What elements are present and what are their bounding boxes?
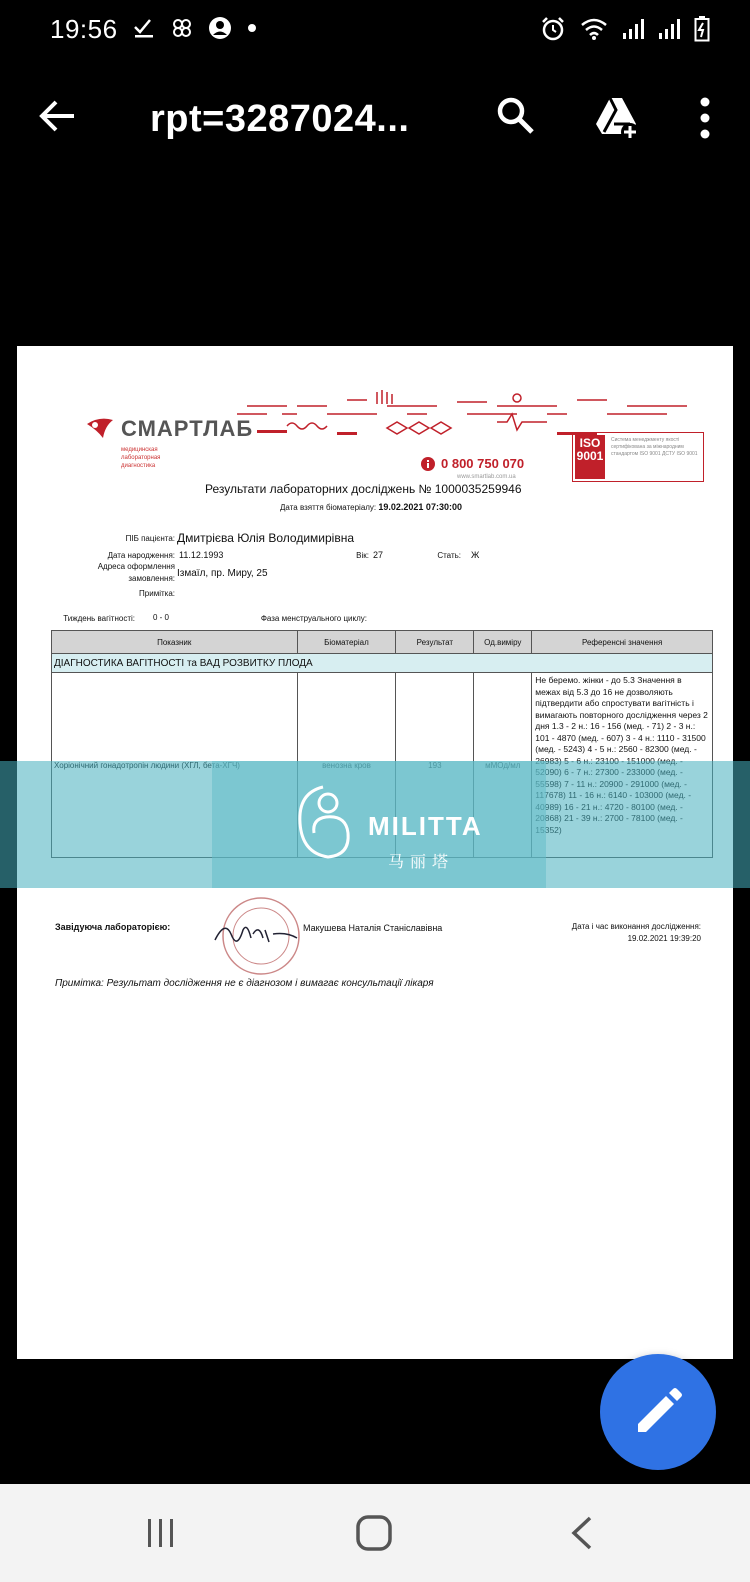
iso-badge [572,432,704,482]
birth-date-label: Дата народження: [107,551,175,560]
add-to-drive-icon[interactable] [592,94,640,142]
lab-website: www.smartlab.com.ua [457,474,516,480]
sex-value: Ж [471,550,480,560]
sample-date: 19.02.2021 07:30:00 [378,502,462,512]
address-value: Ізмаїл, пр. Миру, 25 [177,568,268,579]
patient-label: ПІБ пацієнта: [125,534,175,543]
status-right-icons [540,16,710,42]
section-title: ДІАГНОСТИКА ВАГІТНОСТІ та ВАД РОЗВИТКУ ПЛОДА [52,654,713,673]
signal-icon [622,17,644,41]
more-options-icon[interactable] [690,94,720,142]
militta-logo-icon [288,783,358,863]
footnote: Примітка: Результат дослідження не є діагнозом і вимагає консультації лікаря [55,978,434,989]
system-nav-bar [0,1484,750,1582]
status-left-icons [132,16,258,40]
battery-icon [694,16,710,42]
nav-back-icon[interactable] [568,1514,596,1552]
pinwheel-icon [170,16,194,40]
wifi-icon [580,17,608,41]
pregnancy-week-label: Тиждень вагітності: [63,614,135,623]
column-header: Референсні значення [532,631,713,654]
head-of-lab-label: Завідуюча лабораторією: [55,922,171,932]
completion-label: Дата і час виконання дослідження: [571,922,701,931]
report-heading: Результати лабораторних досліджень № 1000035259946 [205,482,522,496]
lab-seal-signature [207,894,303,980]
patient-name: Дмитрієва Юлія Володимирівна [177,531,355,545]
reference-cell: Не беремо. жінки - до 5.3 Значення в межах від 5.3 до 16 не дозволяють підтвердити або спростувати вагітність і вимагають повторного дослідження через 2 дня 1.3 - 2 н.: 16 - 156 (мед. - 71) 2 - 3 н.: 101 - 4870 (мед. - 607) 3 - 4 н.: 1110 - 31500 (мед. - 5243) 4 - 5 н.: 2560 - 82300 (мед. - [532,673,713,858]
status-bar [0,0,750,60]
address-label-line1: Адреса оформлення [97,562,175,571]
check-download-icon [132,16,156,40]
pencil-icon [600,1354,716,1470]
lab-phone [421,456,524,471]
phone-number: 0 800 750 070 [441,456,525,471]
column-header: Біоматеріал [297,631,396,654]
account-circle-icon [208,16,232,40]
age-value: 27 [373,550,384,560]
cycle-phase-label: Фаза менструального циклу: [260,614,367,623]
document-title: rpt=3287024... [150,98,410,140]
sex-label: Стать: [437,551,461,560]
signal-icon [658,17,680,41]
edit-fab-button[interactable] [600,1354,716,1470]
search-icon[interactable] [494,94,538,138]
smartlab-logo-icon [85,416,115,442]
recents-icon[interactable] [144,1516,178,1550]
table-header-row [52,631,713,654]
note-label: Примітка: [139,589,175,598]
address-label-line2: замовлення: [128,574,175,583]
sample-date-line [280,502,462,512]
birth-date: 11.12.1993 [179,550,224,560]
status-time: 19:56 [50,14,118,44]
iso-text: Система менеджменту якості сертифікована за міжнародним стандартом ISO 9001 ДСТУ ISO 9001 [611,437,698,457]
completion-date: 19.02.2021 19:39:20 [627,934,701,943]
lab-name: СМАРТЛАБ [121,416,254,441]
dot-icon [246,16,258,40]
sample-date-label: Дата взяття біоматеріалу: [280,503,377,512]
app-bar [0,72,750,162]
watermark-name: MILITTA [368,811,483,841]
watermark-chinese: 马丽塔 [388,854,455,871]
back-arrow-icon[interactable] [36,94,80,138]
table-section-row [52,654,713,673]
home-icon[interactable] [355,1514,393,1552]
pregnancy-week-value: 0 - 0 [153,613,170,622]
head-of-lab-name: Макушева Наталія Станіславівна [303,923,443,933]
column-header: Показник [52,631,298,654]
column-header: Од.виміру [474,631,532,654]
iso-label: ISO 9001 [575,435,605,479]
lab-subtitle: медицинская лабораторная диагностика [121,447,161,469]
watermark-band [0,761,750,888]
column-header: Результат [396,631,474,654]
alarm-icon [540,16,566,42]
age-label: Вік: [356,551,369,560]
info-icon [421,457,435,471]
